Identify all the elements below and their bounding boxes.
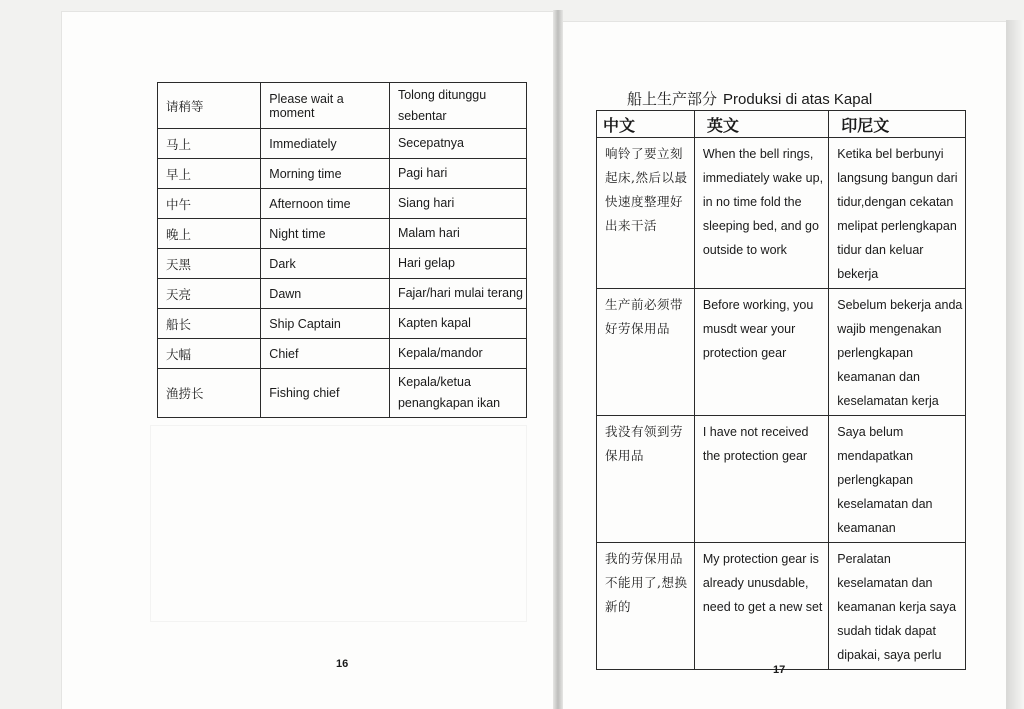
cell-chinese: 大幅 (158, 339, 261, 369)
cell-english: Ship Captain (261, 309, 390, 339)
cell-indonesian: Tolong ditunggu sebentar (389, 83, 526, 129)
cell-english: Before working, you musdt wear your protection gear (694, 289, 828, 416)
cell-indonesian: Hari gelap (389, 249, 526, 279)
bleed-through-ghost (150, 425, 527, 622)
cell-english: Fishing chief (261, 369, 390, 418)
table-row (597, 289, 966, 416)
header-chinese: 中文 (597, 111, 695, 138)
table-row (158, 369, 527, 418)
cell-english: Dark (261, 249, 390, 279)
cell-indonesian: Secepatnya (389, 129, 526, 159)
cell-english: Afternoon time (261, 189, 390, 219)
table-row (158, 339, 527, 369)
cell-english: Dawn (261, 279, 390, 309)
cell-english: Immediately (261, 129, 390, 159)
table-row (158, 279, 527, 309)
cell-chinese: 天亮 (158, 279, 261, 309)
page-number-right: 17 (773, 664, 786, 676)
table-row (597, 416, 966, 543)
cell-indonesian: Saya belum mendapatkan perlengkapan keselamatan dan keamanan (829, 416, 966, 543)
table-row (158, 249, 527, 279)
cell-indonesian: Malam hari (389, 219, 526, 249)
cell-english: My protection gear is already unusdable, need to get a new set (694, 543, 828, 670)
cell-chinese: 响铃了要立刻起床,然后以最快速度整理好出来干活 (597, 138, 695, 289)
table-row (158, 159, 527, 189)
section-title (627, 88, 872, 109)
section-title-id: Produksi di atas Kapal (723, 91, 873, 108)
table-row (158, 219, 527, 249)
header-english: 英文 (694, 111, 828, 138)
cell-indonesian: Sebelum bekerja anda wajib mengenakan perlengkapan keamanan dan keselamatan kerja (829, 289, 966, 416)
phrase-table-right (596, 110, 966, 670)
cell-chinese: 天黑 (158, 249, 261, 279)
cell-indonesian: Kapten kapal (389, 309, 526, 339)
cell-english: Morning time (261, 159, 390, 189)
cell-chinese: 船长 (158, 309, 261, 339)
cell-chinese: 马上 (158, 129, 261, 159)
cell-chinese: 晚上 (158, 219, 261, 249)
cell-english: I have not received the protection gear (694, 416, 828, 543)
cell-english: When the bell rings, immediately wake up, in no time fold the sleeping bed, and go outside to work (694, 138, 828, 289)
cell-chinese: 早上 (158, 159, 261, 189)
cell-indonesian: Kepala/ketua penangkapan ikan (389, 369, 526, 418)
cell-chinese: 我没有领到劳保用品 (597, 416, 695, 543)
cell-indonesian: Siang hari (389, 189, 526, 219)
table-row (158, 83, 527, 129)
table-row (158, 189, 527, 219)
cell-indonesian: Pagi hari (389, 159, 526, 189)
cell-indonesian: Fajar/hari mulai terang (389, 279, 526, 309)
phrase-table-left (157, 82, 527, 418)
page-edge (1006, 20, 1024, 709)
cell-english: Night time (261, 219, 390, 249)
section-title-zh: 船上生产部分 (627, 90, 718, 108)
table-row (597, 138, 966, 289)
cell-english: Chief (261, 339, 390, 369)
cell-indonesian: Peralatan keselamatan dan keamanan kerja saya sudah tidak dapat dipakai, saya perlu (829, 543, 966, 670)
cell-chinese: 我的劳保用品不能用了,想换新的 (597, 543, 695, 670)
header-indonesian: 印尼文 (829, 111, 966, 138)
cell-chinese: 生产前必须带好劳保用品 (597, 289, 695, 416)
cell-chinese: 请稍等 (158, 83, 261, 129)
table-row (158, 309, 527, 339)
cell-chinese: 渔捞长 (158, 369, 261, 418)
page-number-left: 16 (336, 658, 349, 670)
book-gutter (553, 10, 563, 709)
table-header-row (597, 111, 966, 138)
cell-chinese: 中午 (158, 189, 261, 219)
cell-indonesian: Kepala/mandor (389, 339, 526, 369)
cell-english: Please wait a moment (261, 83, 390, 129)
cell-indonesian: Ketika bel berbunyi langsung bangun dari tidur,dengan cekatan melipat perlengkapan tidur dan keluar bekerja (829, 138, 966, 289)
table-row (158, 129, 527, 159)
table-row (597, 543, 966, 670)
